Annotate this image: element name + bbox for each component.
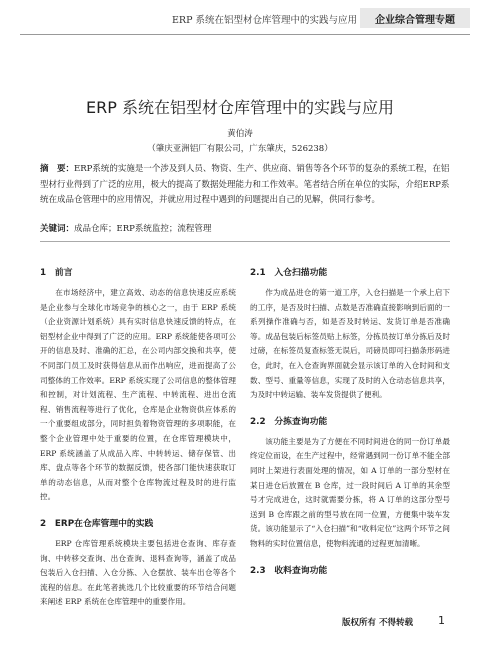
- running-header: [0, 8, 480, 32]
- keywords-text: 成品仓库；ERP系统监控；流程管理: [74, 224, 212, 234]
- section-paragraph-practice: ERP 仓库管理系统模块主要包括进仓查询、库存查询、中转移交查询、出仓查询、退料查询等，涵盖了成品包装后入仓扫描、入仓分拣、入仓摆放、装车出仓等各个流程的信息。在此笔者挑选几个比较重要的环节结合问题来阐述 ERP 系统在仓库管理中的重要作用。: [40, 538, 236, 607]
- article-author: 黄伯涛: [227, 129, 253, 139]
- section-paragraph-scan: 作为成品进仓的第一道工序，入仓扫描是一个承上启下的工序，是否及时扫描、点数是否准确直接影响到后面的一系列操作准确与否，如是否及时转运、发货订单是否准确等。成品包装后标签员贴上标签，分拣员按订单分拣后及时过磅，在标签员复查标签无误后，司磅员即可扫描条形码进仓，此时，在入仓查询界面就会显示该订单的入仓时间和支数、型号、重量等信息，实现了及时的入仓动态信息共享，为及时中转运输、装车发货提供了便利。: [250, 288, 450, 400]
- page-footer: [330, 614, 470, 632]
- abstract: [40, 162, 450, 209]
- running-title: ERP 系统在铝型材仓库管理中的实践与应用: [172, 15, 358, 26]
- article-affiliation: （肇庆亚洲铝厂有限公司，广东肇庆，526238）: [147, 144, 333, 154]
- header-divider: [20, 34, 470, 35]
- section-heading-sorting: 2.2 分拣查询功能: [250, 416, 328, 427]
- section-heading-practice: 2 ERP在仓库管理中的实践: [40, 518, 154, 529]
- keywords-divider: [40, 241, 450, 242]
- page-number: 1: [438, 614, 445, 627]
- right-column: [250, 266, 450, 584]
- section-paragraph-intro: 在市场经济中，建立高效、动态的信息快速反应系统是企业参与全球化市场竞争的核心之一，由于 ERP 系统（企业资源计划系统）具有实时信息快速反馈的特点，在铝型材企业中得到了广泛的应用。ERP 系统能使各项可公开的信息及时、准确的汇总，在公司内部交换和共享，使不同部门员工及时获得信息从而作出响应，进而提高了公司整体的工作效率。ERP 系统实现了公司信息的整体管理和控制，对计划流程、生产流程、中转流程、进出仓流程、销售流程等进行了优化，仓库是企业物资供应体系的一个重要组成部分，同时担负着物资管理的多项职能，在整个企业管理中处于重要的位置，在仓库管理模块中，ERP 系统涵盖了从成品入库、中转转运、储存保管、出库、盘点等各个环节的数据反馈，使各部门能快速获取订单的动态信息，从而对整个仓库物流过程及时的进行监控。: [40, 288, 236, 502]
- left-column: [40, 266, 236, 622]
- column-tag: 企业综合管理专题: [360, 8, 470, 28]
- abstract-text: ERP系统的实施是一个涉及到人员、物资、生产、供应商、销售等各个环节的复杂的系统工程，在铝型材行业得到了广泛的应用，极大的提高了数据处理能力和工作效率。笔者结合所在单位的实际，介绍ERP系统在成品仓管理中的应用情况，并就应用过程中遇到的问题提出自己的见解，供同行参考。: [40, 164, 450, 205]
- section-heading-intro: 1 前言: [40, 268, 73, 278]
- keywords-label: 关键词：: [40, 224, 75, 234]
- section-heading-receiving: 2.3 收料查询功能: [250, 565, 328, 576]
- keywords: [40, 222, 450, 236]
- section-heading-scan: 2.1 入仓扫描功能: [250, 268, 328, 278]
- abstract-label: 摘 要：: [40, 164, 75, 174]
- copyright-notice: 版权所有 不得转载: [342, 618, 413, 628]
- article-title: ERP 系统在铝型材仓库管理中的实践与应用: [86, 98, 394, 117]
- section-paragraph-sorting: 该功能主要是为了方便在不同时间进仓的同一份订单最终定位而设，在生产过程中，经常遇到同一份订单不能全部同时上架进行表面处理的情况，如 A 订单的一部分型材在某日进仓后放置在 B 仓库，过一段时间后 A 订单的其余型号才完成进仓，这时就需要分拣，将 A 订单的这部分型号送到 B 仓库跟之前的型号放在同一位置，方便集中装车发货。该功能显示了“入仓扫描”和“收料定位”这两个环节之间物料的实时位置信息，使物料流通的过程更加清晰。: [250, 436, 450, 548]
